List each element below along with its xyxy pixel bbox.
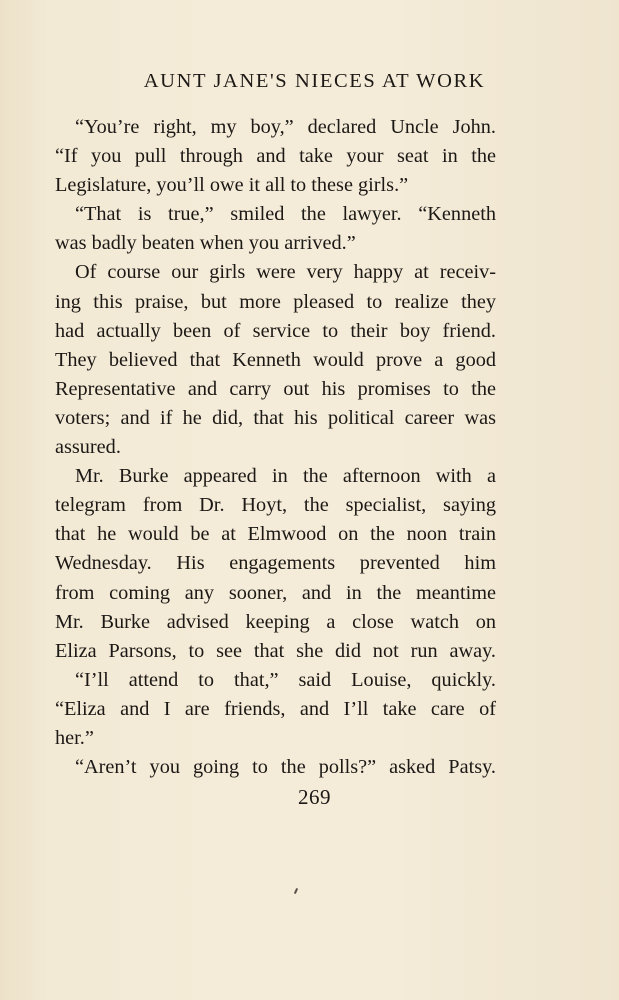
text-line: Legislature, you’ll owe it all to these girls.” — [55, 174, 409, 197]
text-line: was badly beaten when you arrived.” — [55, 232, 356, 255]
body-text — [55, 113, 496, 782]
text-line: assured. — [55, 436, 121, 459]
text-line: Of course our girls were very happy at receiv- — [75, 261, 496, 284]
text-line: telegram from Dr. Hoyt, the specialist, saying — [55, 494, 496, 517]
text-line: that he would be at Elmwood on the noon train — [55, 523, 496, 546]
text-line: They believed that Kenneth would prove a good — [55, 348, 496, 371]
text-line: “If you pull through and take your seat in the — [55, 145, 496, 168]
paper-speck — [294, 888, 298, 894]
text-line: “Eliza and I are friends, and I’ll take care of — [55, 697, 496, 720]
text-line: voters; and if he did, that his political career was — [55, 406, 496, 429]
text-line: Mr. Burke appeared in the afternoon with a — [75, 465, 496, 488]
text-line: Representative and carry out his promises to the — [55, 377, 496, 400]
page-number: 269 — [298, 785, 331, 809]
text-line: from coming any sooner, and in the meantime — [55, 581, 496, 604]
text-line: Eliza Parsons, to see that she did not run away. — [55, 639, 496, 662]
text-line: “You’re right, my boy,” declared Uncle John. — [75, 116, 496, 138]
text-line: “That is true,” smiled the lawyer. “Kenneth — [75, 203, 496, 226]
text-line: her.” — [55, 726, 94, 749]
text-line: “I’ll attend to that,” said Louise, quickly. — [75, 668, 496, 691]
text-line: Mr. Burke advised keeping a close watch on — [55, 610, 496, 633]
text-line: ing this praise, but more pleased to realize they — [55, 290, 496, 313]
running-head: AUNT JANE'S NIECES AT WORK — [143, 70, 486, 92]
text-line: had actually been of service to their boy friend. — [55, 319, 496, 342]
text-line: “Aren’t you going to the polls?” asked Patsy. — [75, 756, 496, 779]
text-line: Wednesday. His engagements prevented him — [55, 552, 496, 575]
